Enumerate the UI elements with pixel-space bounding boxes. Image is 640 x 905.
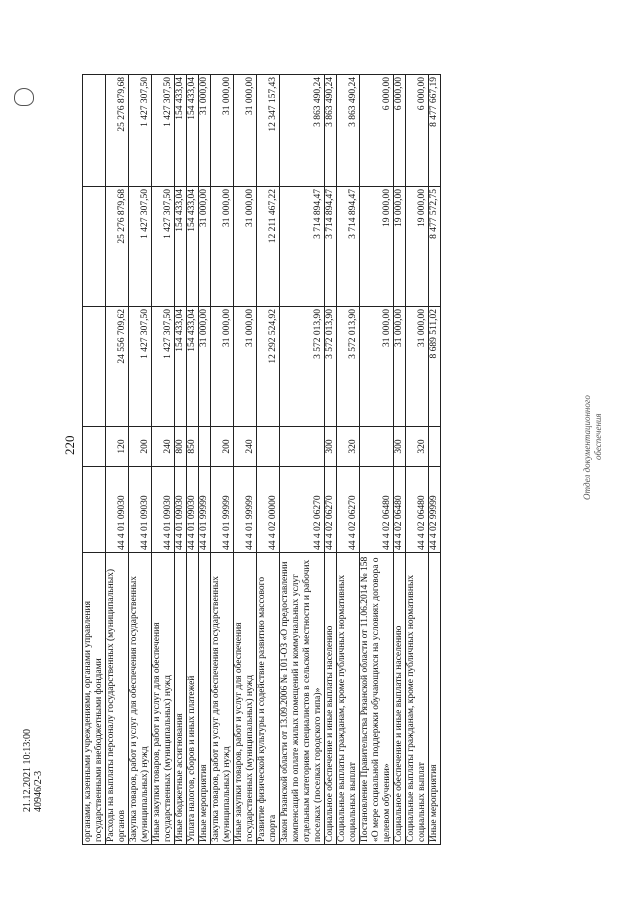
- row-amount-3: 1 427 307,50: [129, 75, 152, 187]
- row-amount-2: 1 427 307,50: [152, 187, 175, 307]
- row-amount-1: 31 000,00: [234, 307, 257, 427]
- row-code: 44 4 02 06270: [325, 467, 337, 553]
- row-amount-2: 154 433,04: [175, 187, 187, 307]
- row-code: 44 4 02 06480: [406, 467, 429, 553]
- row-amount-1: 154 433,04: [175, 307, 187, 427]
- row-code: 44 4 01 09030: [152, 467, 175, 553]
- row-amount-3: 6 000,00: [360, 75, 394, 187]
- row-expense-type: 320: [406, 427, 429, 467]
- row-expense-type: 320: [337, 427, 360, 467]
- row-expense-type: [257, 427, 280, 467]
- table-row: [394, 75, 406, 845]
- row-code: 44 4 01 09030: [187, 467, 199, 553]
- row-expense-type: [280, 427, 325, 467]
- table-row: [129, 75, 152, 845]
- page-number: 220: [62, 435, 77, 455]
- row-expense-type: 120: [106, 427, 129, 467]
- footer-date: 21.12.2021 10:13:00: [22, 728, 33, 812]
- row-amount-2: 3 714 894,47: [325, 187, 337, 307]
- row-amount-1: 3 572 013,90: [337, 307, 360, 427]
- table-row: [325, 75, 337, 845]
- row-amount-1: 3 572 013,90: [280, 307, 325, 427]
- row-code: 44 4 02 99999: [429, 467, 441, 553]
- row-expense-type: 850: [187, 427, 199, 467]
- row-description: Иные закупки товаров, работ и услуг для обеспечения государственных (муниципальных) нужд: [234, 553, 257, 845]
- row-description: Социальное обеспечение и иные выплаты населению: [325, 553, 337, 845]
- row-amount-1: 1 427 307,50: [129, 307, 152, 427]
- footer-line: [22, 692, 44, 812]
- coat-of-arms-icon: [14, 88, 34, 106]
- row-amount-1: 3 572 013,90: [325, 307, 337, 427]
- row-amount-2: 19 000,00: [360, 187, 394, 307]
- row-amount-2: 31 000,00: [211, 187, 234, 307]
- table-row: [406, 75, 429, 845]
- row-expense-type: 800: [175, 427, 187, 467]
- row-amount-2: 8 477 572,75: [429, 187, 441, 307]
- table-row: [106, 75, 129, 845]
- table-row: [234, 75, 257, 845]
- row-amount-3: 12 347 157,43: [257, 75, 280, 187]
- row-description: Уплата налогов, сборов и иных платежей: [187, 553, 199, 845]
- row-expense-type: 200: [211, 427, 234, 467]
- row-amount-3: 154 433,04: [187, 75, 199, 187]
- row-amount-3: 8 477 667,19: [429, 75, 441, 187]
- row-code: 44 4 01 09030: [175, 467, 187, 553]
- row-expense-type: [199, 427, 211, 467]
- row-amount-3: 6 000,00: [406, 75, 429, 187]
- row-description: Закон Рязанской области от 13.09.2006 № 101-ОЗ «О предоставлении компенсаций по оплате жилых помещений и коммунальных услуг отдельным категориям специалистов в сельской местности и рабочих поселках (поселках городского типа)»: [280, 553, 325, 845]
- row-expense-type: [360, 427, 394, 467]
- row-description: Иные мероприятия: [429, 553, 441, 845]
- row-description: Иные мероприятия: [199, 553, 211, 845]
- row-description: Социальное обеспечение и иные выплаты населению: [394, 553, 406, 845]
- table-row: [152, 75, 175, 845]
- row-expense-type: 240: [152, 427, 175, 467]
- row-expense-type: 200: [129, 427, 152, 467]
- row-amount-3: 154 433,04: [175, 75, 187, 187]
- row-amount-1: 12 292 524,92: [257, 307, 280, 427]
- row-code: 44 4 02 06480: [360, 467, 394, 553]
- table-row: [429, 75, 441, 845]
- row-amount-3: 1 427 307,50: [152, 75, 175, 187]
- budget-table: [82, 74, 441, 845]
- row-amount-3: 6 000,00: [394, 75, 406, 187]
- row-amount-3: 25 276 879,68: [106, 75, 129, 187]
- row-expense-type: 300: [325, 427, 337, 467]
- row-amount-2: 3 714 894,47: [337, 187, 360, 307]
- row-description: Развитие физической культуры и содействие развитию массового спорта: [257, 553, 280, 845]
- row-description: Иные закупки товаров, работ и услуг для обеспечения государственных (муниципальных) нужд: [152, 553, 175, 845]
- row-expense-type: [83, 427, 106, 467]
- row-expense-type: [429, 427, 441, 467]
- row-code: 44 4 01 99999: [199, 467, 211, 553]
- row-code: 44 4 01 99999: [211, 467, 234, 553]
- table-row: [257, 75, 280, 845]
- row-amount-1: 1 427 307,50: [152, 307, 175, 427]
- table-row: [211, 75, 234, 845]
- row-expense-type: 240: [234, 427, 257, 467]
- row-amount-2: 19 000,00: [394, 187, 406, 307]
- footer-doc-code: 40946/2-3: [33, 770, 44, 812]
- row-description: Закупка товаров, работ и услуг для обеспечения государственных (муниципальных) нужд: [129, 553, 152, 845]
- row-code: 44 4 02 06270: [337, 467, 360, 553]
- row-description: органами, казенными учреждениями, органами управления государственными внебюджетными фондами: [83, 553, 106, 845]
- stamp-line-2: обеспечения: [593, 413, 603, 460]
- row-amount-1: 24 556 709,62: [106, 307, 129, 427]
- row-amount-2: 25 276 879,68: [106, 187, 129, 307]
- row-amount-2: 1 427 307,50: [129, 187, 152, 307]
- row-amount-2: 31 000,00: [234, 187, 257, 307]
- row-expense-type: 300: [394, 427, 406, 467]
- row-description: Расходы на выплаты персоналу государственных (муниципальных) органов: [106, 553, 129, 845]
- table-row: [337, 75, 360, 845]
- table-row: [360, 75, 394, 845]
- row-description: Закупка товаров, работ и услуг для обеспечения государственных (муниципальных) нужд: [211, 553, 234, 845]
- row-code: 44 4 02 06480: [394, 467, 406, 553]
- row-amount-3: 3 863 490,24: [325, 75, 337, 187]
- row-amount-2: 3 714 894,47: [280, 187, 325, 307]
- row-amount-3: 3 863 490,24: [280, 75, 325, 187]
- row-amount-1: 31 000,00: [360, 307, 394, 427]
- row-amount-1: 31 000,00: [394, 307, 406, 427]
- row-description: Постановление Правительства Рязанской области от 11.06.2014 № 158 «О мере социальной поддержки обучающихся на условиях договора о целевом обучении»: [360, 553, 394, 845]
- row-amount-2: [83, 187, 106, 307]
- table-row: [280, 75, 325, 845]
- row-amount-2: 154 433,04: [187, 187, 199, 307]
- budget-table-body: [83, 75, 441, 845]
- row-amount-3: 31 000,00: [199, 75, 211, 187]
- table-row: [175, 75, 187, 845]
- row-amount-1: 154 433,04: [187, 307, 199, 427]
- row-code: 44 4 02 06270: [280, 467, 325, 553]
- row-amount-1: 8 689 511,02: [429, 307, 441, 427]
- row-amount-1: [83, 307, 106, 427]
- row-code: 44 4 01 09030: [106, 467, 129, 553]
- row-code: 44 4 01 99999: [234, 467, 257, 553]
- row-amount-2: 19 000,00: [406, 187, 429, 307]
- table-row: [199, 75, 211, 845]
- row-description: Социальные выплаты гражданам, кроме публичных нормативных социальных выплат: [337, 553, 360, 845]
- row-description: Социальные выплаты гражданам, кроме публичных нормативных социальных выплат: [406, 553, 429, 845]
- row-amount-3: 3 863 490,24: [337, 75, 360, 187]
- row-amount-3: 31 000,00: [211, 75, 234, 187]
- stamp-line-1: Отдел документационного: [582, 395, 592, 500]
- department-stamp: [582, 300, 604, 500]
- table-row: [83, 75, 106, 845]
- row-amount-2: 12 211 467,22: [257, 187, 280, 307]
- row-amount-1: 31 000,00: [406, 307, 429, 427]
- row-amount-1: 31 000,00: [199, 307, 211, 427]
- row-description: Иные бюджетные ассигнования: [175, 553, 187, 845]
- row-amount-3: 31 000,00: [234, 75, 257, 187]
- row-amount-1: 31 000,00: [211, 307, 234, 427]
- row-code: 44 4 01 09030: [129, 467, 152, 553]
- row-amount-3: [83, 75, 106, 187]
- row-code: [83, 467, 106, 553]
- table-row: [187, 75, 199, 845]
- row-code: 44 4 02 00000: [257, 467, 280, 553]
- row-amount-2: 31 000,00: [199, 187, 211, 307]
